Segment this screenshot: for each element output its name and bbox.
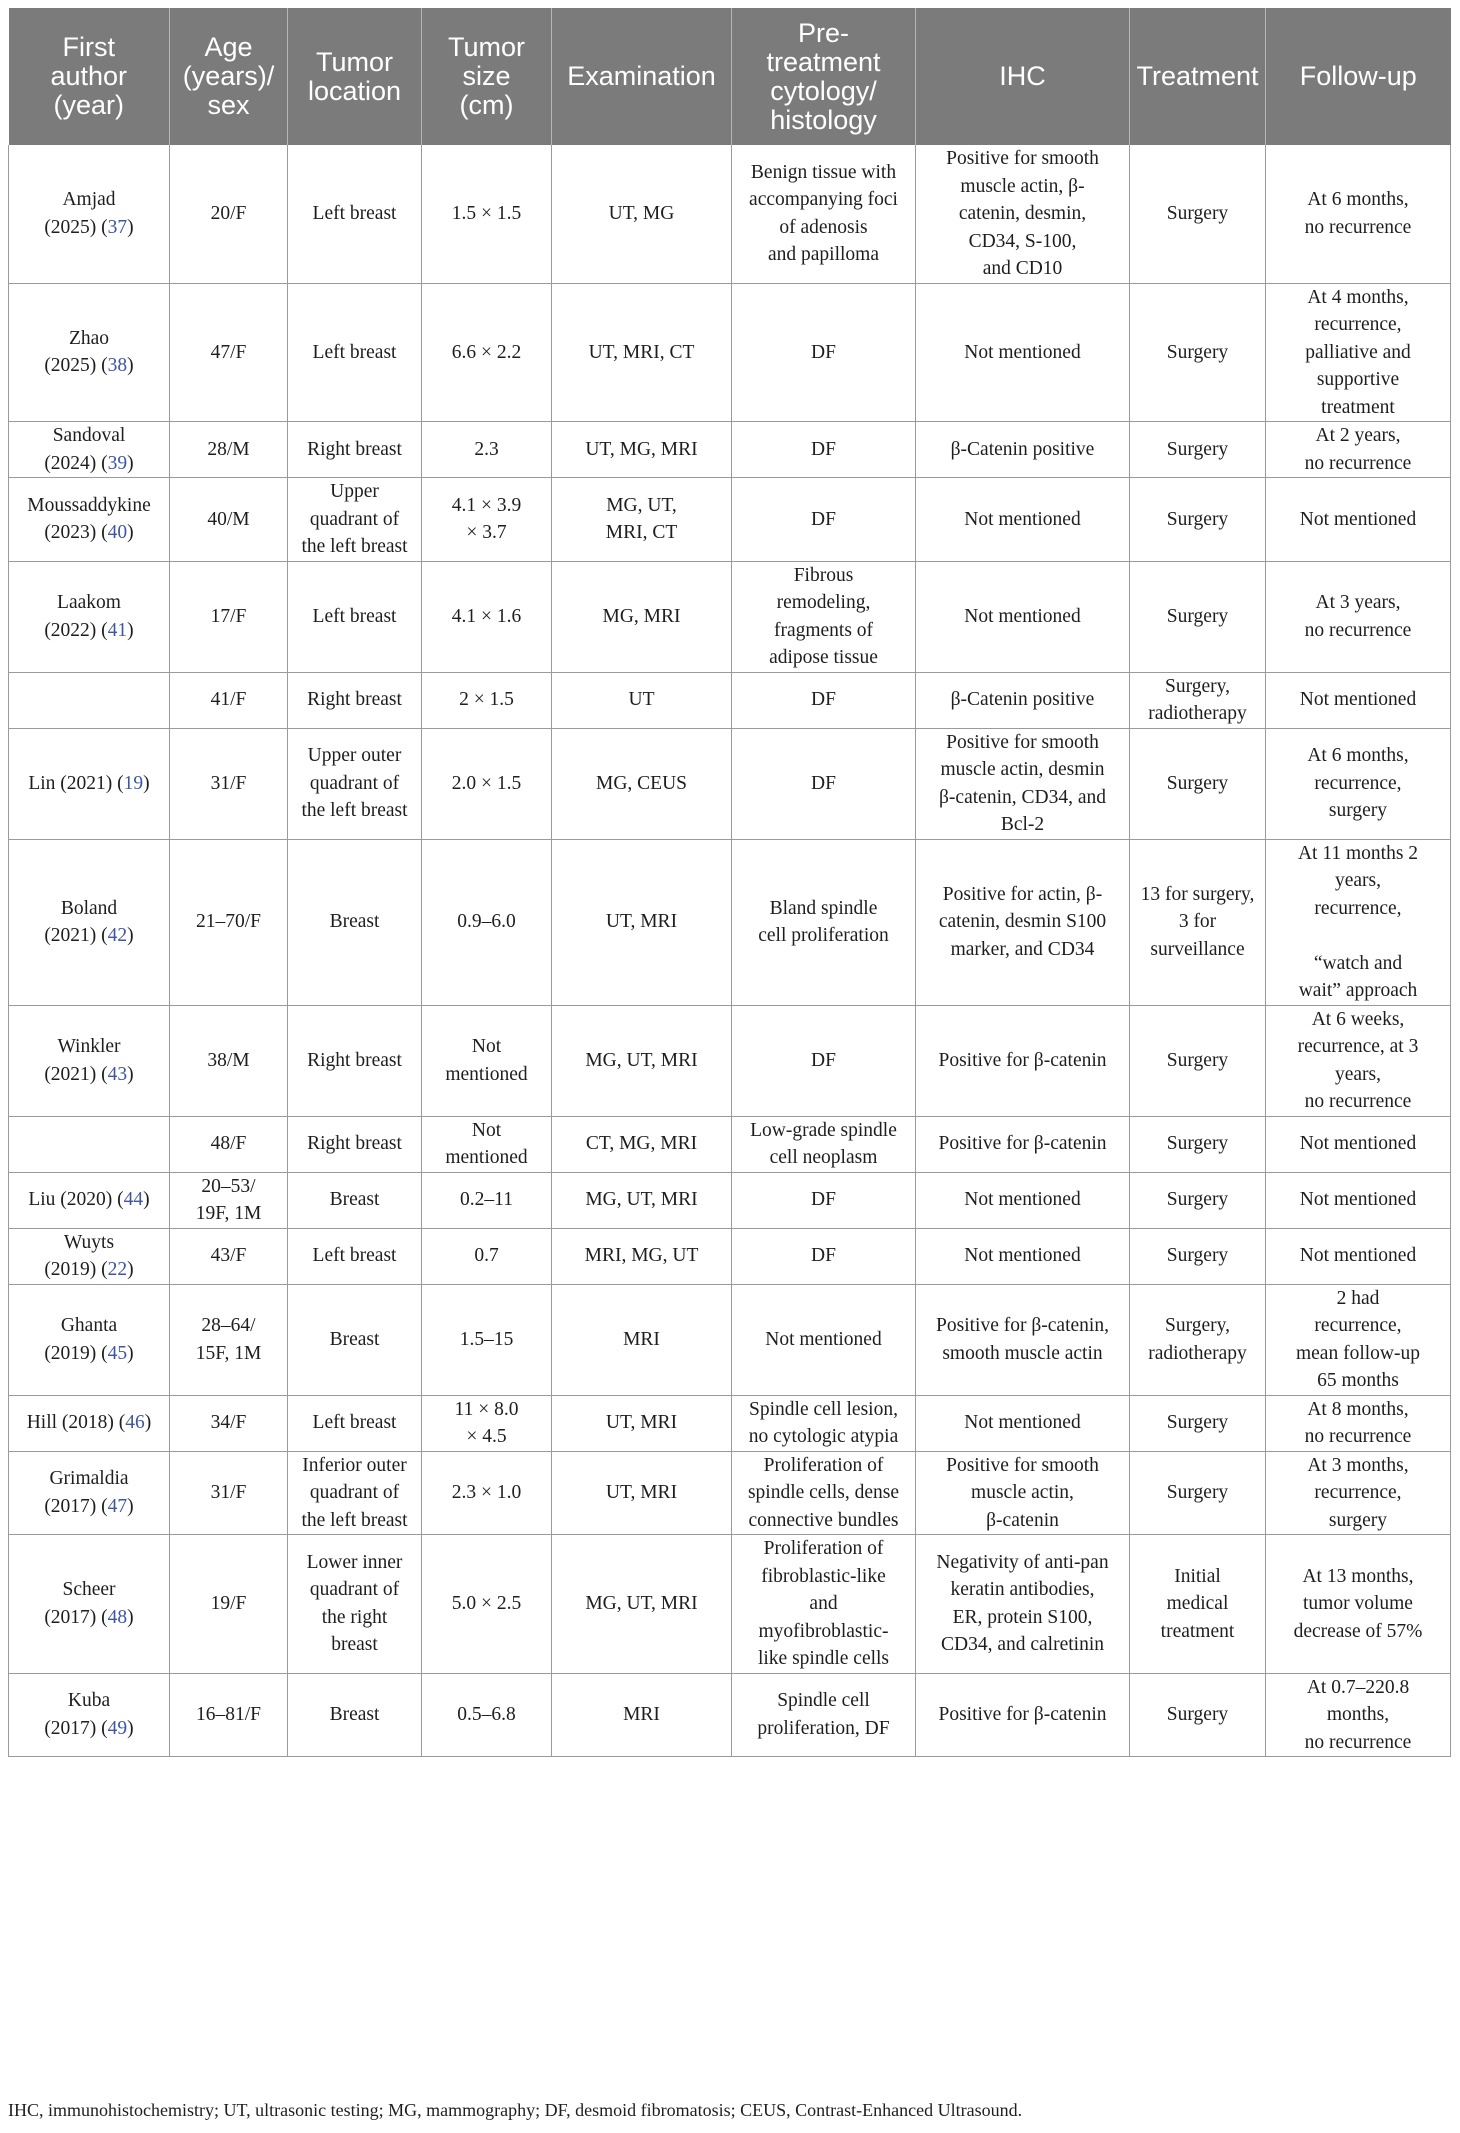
followup-cell: At 3 years, no recurrence <box>1266 561 1451 672</box>
table-row <box>9 145 1451 283</box>
ihc-cell: Negativity of anti-pan keratin antibodies, ER, protein S100, CD34, and calretinin <box>916 1535 1130 1674</box>
examination-cell: UT, MRI <box>552 1451 732 1535</box>
reference-close-paren: ) <box>127 1717 134 1739</box>
author-cell <box>9 839 170 1005</box>
cytology-cell: Proliferation of fibroblastic-like and myofibroblastic- like spindle cells <box>732 1535 916 1674</box>
reference-close-paren: ) <box>143 1189 150 1211</box>
cytology-cell: Proliferation of spindle cells, dense connective bundles <box>732 1451 916 1535</box>
ihc-cell: Positive for smooth muscle actin, β-catenin <box>916 1451 1130 1535</box>
size-cell: 4.1 × 3.9 × 3.7 <box>422 478 552 562</box>
author-text: Grimaldia (2017) ( <box>44 1468 129 1517</box>
examination-cell: MG, UT, MRI <box>552 1005 732 1116</box>
treatment-cell: Surgery <box>1130 1172 1266 1228</box>
cytology-cell: DF <box>732 422 916 478</box>
header-cytology: Pre- treatment cytology/ histology <box>732 8 916 145</box>
reference-link[interactable]: 22 <box>107 1259 128 1280</box>
table-footnote: IHC, immunohistochemistry; UT, ultrasonic testing; MG, mammography; DF, desmoid fibromatosis; CEUS, Contrast-Enhanced Ultrasound. <box>8 2100 1023 2120</box>
location-cell: Right breast <box>288 422 422 478</box>
age-cell: 28/M <box>170 422 288 478</box>
author-text: Boland (2021) ( <box>44 897 118 946</box>
age-cell: 17/F <box>170 561 288 672</box>
location-cell: Left breast <box>288 1395 422 1451</box>
age-cell: 16–81/F <box>170 1673 288 1757</box>
table-row <box>9 728 1451 839</box>
cytology-cell: Spindle cell proliferation, DF <box>732 1673 916 1757</box>
table-row <box>9 478 1451 562</box>
location-cell: Left breast <box>288 283 422 422</box>
ihc-cell: Not mentioned <box>916 283 1130 422</box>
author-cell <box>9 1172 170 1228</box>
header-location: Tumor location <box>288 8 422 145</box>
followup-cell: At 6 months, recurrence, surgery <box>1266 728 1451 839</box>
examination-cell: MG, UT, MRI <box>552 1535 732 1674</box>
age-cell: 19/F <box>170 1535 288 1674</box>
table-row <box>9 1395 1451 1451</box>
size-cell: 2.3 <box>422 422 552 478</box>
followup-cell: Not mentioned <box>1266 1172 1451 1228</box>
reference-link[interactable]: 48 <box>107 1606 128 1628</box>
treatment-cell: Surgery <box>1130 283 1266 422</box>
examination-cell: MG, CEUS <box>552 728 732 839</box>
author-text: Winkler (2021) ( <box>44 1036 121 1085</box>
ihc-cell: Not mentioned <box>916 1172 1130 1228</box>
author-cell <box>9 728 170 839</box>
author-cell <box>9 1673 170 1757</box>
age-cell: 28–64/ 15F, 1M <box>170 1284 288 1395</box>
followup-cell: At 11 months 2 years, recurrence, “watch and wait” approach <box>1266 839 1451 1005</box>
reference-close-paren: ) <box>127 216 134 238</box>
ihc-cell: β-Catenin positive <box>916 422 1130 478</box>
age-cell: 31/F <box>170 728 288 839</box>
age-cell: 47/F <box>170 283 288 422</box>
followup-cell: Not mentioned <box>1266 672 1451 728</box>
location-cell: Breast <box>288 839 422 1005</box>
table-row <box>9 1673 1451 1757</box>
cytology-cell: DF <box>732 478 916 562</box>
size-cell: 4.1 × 1.6 <box>422 561 552 672</box>
table-container <box>8 8 1450 1757</box>
reference-close-paren: ) <box>143 772 150 794</box>
treatment-cell: Surgery, radiotherapy <box>1130 672 1266 728</box>
age-cell: 34/F <box>170 1395 288 1451</box>
size-cell: Not mentioned <box>422 1005 552 1116</box>
case-table <box>8 8 1451 1757</box>
table-row <box>9 1116 1451 1172</box>
reference-close-paren: ) <box>127 452 134 474</box>
ihc-cell: Positive for β-catenin <box>916 1005 1130 1116</box>
location-cell: Upper outer quadrant of the left breast <box>288 728 422 839</box>
location-cell: Right breast <box>288 672 422 728</box>
age-cell: 48/F <box>170 1116 288 1172</box>
age-cell: 40/M <box>170 478 288 562</box>
cytology-cell: Fibrous remodeling, fragments of adipose tissue <box>732 561 916 672</box>
followup-cell: At 6 months, no recurrence <box>1266 145 1451 283</box>
examination-cell: MRI <box>552 1284 732 1395</box>
reference-link[interactable]: 44 <box>123 1189 144 1211</box>
cytology-cell: Spindle cell lesion, no cytologic atypia <box>732 1395 916 1451</box>
location-cell: Breast <box>288 1673 422 1757</box>
reference-link[interactable]: 41 <box>107 619 128 641</box>
examination-cell: MRI, MG, UT <box>552 1228 732 1284</box>
author-cell <box>9 283 170 422</box>
examination-cell: CT, MG, MRI <box>552 1116 732 1172</box>
reference-link[interactable]: 39 <box>107 452 128 474</box>
treatment-cell: Surgery <box>1130 1395 1266 1451</box>
author-text: Ghanta (2019) ( <box>44 1315 118 1364</box>
reference-link[interactable]: 38 <box>107 355 128 377</box>
header-treatment: Treatment <box>1130 8 1266 145</box>
location-cell: Breast <box>288 1172 422 1228</box>
reference-close-paren: ) <box>127 355 134 377</box>
cytology-cell: Low-grade spindle cell neoplasm <box>732 1116 916 1172</box>
followup-cell: At 13 months, tumor volume decrease of 57% <box>1266 1535 1451 1674</box>
table-row <box>9 422 1451 478</box>
size-cell: 0.2–11 <box>422 1172 552 1228</box>
table-row <box>9 1172 1451 1228</box>
author-cell <box>9 478 170 562</box>
age-cell: 41/F <box>170 672 288 728</box>
cytology-cell: DF <box>732 728 916 839</box>
size-cell: 0.9–6.0 <box>422 839 552 1005</box>
cytology-cell: DF <box>732 1172 916 1228</box>
followup-cell: At 8 months, no recurrence <box>1266 1395 1451 1451</box>
table-row <box>9 672 1451 728</box>
followup-cell: At 4 months, recurrence, palliative and supportive treatment <box>1266 283 1451 422</box>
ihc-cell: Positive for β-catenin <box>916 1673 1130 1757</box>
ihc-cell: Not mentioned <box>916 1228 1130 1284</box>
ihc-cell: Positive for β-catenin, smooth muscle actin <box>916 1284 1130 1395</box>
ihc-cell: Positive for β-catenin <box>916 1116 1130 1172</box>
examination-cell: MG, UT, MRI, CT <box>552 478 732 562</box>
followup-cell: Not mentioned <box>1266 478 1451 562</box>
treatment-cell: Surgery <box>1130 1451 1266 1535</box>
followup-cell: Not mentioned <box>1266 1228 1451 1284</box>
followup-cell: At 0.7–220.8 months, no recurrence <box>1266 1673 1451 1757</box>
age-cell: 43/F <box>170 1228 288 1284</box>
ihc-cell: Positive for smooth muscle actin, β- catenin, desmin, CD34, S-100, and CD10 <box>916 145 1130 283</box>
reference-close-paren: ) <box>127 925 134 946</box>
location-cell: Left breast <box>288 1228 422 1284</box>
author-text: Lin (2021) ( <box>28 772 124 794</box>
author-text: Amjad (2025) ( <box>44 189 116 238</box>
author-text: Liu (2020) ( <box>28 1189 124 1211</box>
treatment-cell: Surgery <box>1130 728 1266 839</box>
author-cell <box>9 1005 170 1116</box>
size-cell: 2 × 1.5 <box>422 672 552 728</box>
size-cell: 5.0 × 2.5 <box>422 1535 552 1674</box>
reference-link[interactable]: 45 <box>107 1342 128 1364</box>
size-cell: Not mentioned <box>422 1116 552 1172</box>
examination-cell: UT, MRI, CT <box>552 283 732 422</box>
treatment-cell: Surgery <box>1130 145 1266 283</box>
header-row <box>9 8 1451 145</box>
reference-link[interactable]: 49 <box>107 1717 128 1739</box>
author-cell <box>9 672 170 728</box>
examination-cell: MG, UT, MRI <box>552 1172 732 1228</box>
reference-link[interactable]: 47 <box>107 1495 128 1517</box>
table-row <box>9 1451 1451 1535</box>
ihc-cell: Positive for actin, β- catenin, desmin S100 marker, and CD34 <box>916 839 1130 1005</box>
header-author: First author (year) <box>9 8 170 145</box>
header-examination: Examination <box>552 8 732 145</box>
cytology-cell: Not mentioned <box>732 1284 916 1395</box>
reference-close-paren: ) <box>144 1412 152 1434</box>
location-cell: Upper quadrant of the left breast <box>288 478 422 562</box>
header-size: Tumor size (cm) <box>422 8 552 145</box>
age-cell: 20–53/ 19F, 1M <box>170 1172 288 1228</box>
examination-cell: MG, MRI <box>552 561 732 672</box>
size-cell: 11 × 8.0 × 4.5 <box>422 1395 552 1451</box>
treatment-cell: Surgery <box>1130 1116 1266 1172</box>
reference-close-paren: ) <box>127 1259 134 1280</box>
treatment-cell: Surgery <box>1130 422 1266 478</box>
ihc-cell: β-Catenin positive <box>916 672 1130 728</box>
cytology-cell: DF <box>732 1228 916 1284</box>
location-cell: Right breast <box>288 1005 422 1116</box>
cytology-cell: DF <box>732 672 916 728</box>
reference-link[interactable]: 40 <box>107 522 128 544</box>
author-cell <box>9 1284 170 1395</box>
author-cell <box>9 145 170 283</box>
location-cell: Right breast <box>288 1116 422 1172</box>
location-cell: Left breast <box>288 561 422 672</box>
followup-cell: At 6 weeks, recurrence, at 3 years, no recurrence <box>1266 1005 1451 1116</box>
author-text: Hill (2018) ( <box>26 1412 126 1434</box>
size-cell: 6.6 × 2.2 <box>422 283 552 422</box>
reference-link[interactable]: 19 <box>123 772 144 794</box>
age-cell: 31/F <box>170 1451 288 1535</box>
author-text: Wuyts (2019) ( <box>44 1231 115 1280</box>
cytology-cell: Benign tissue with accompanying foci of adenosis and papilloma <box>732 145 916 283</box>
size-cell: 0.7 <box>422 1228 552 1284</box>
size-cell: 1.5 × 1.5 <box>422 145 552 283</box>
location-cell: Left breast <box>288 145 422 283</box>
reference-link[interactable]: 46 <box>125 1412 145 1434</box>
examination-cell: UT <box>552 672 732 728</box>
age-cell: 20/F <box>170 145 288 283</box>
examination-cell: UT, MRI <box>552 839 732 1005</box>
cytology-cell: Bland spindle cell proliferation <box>732 839 916 1005</box>
reference-link[interactable]: 43 <box>107 1063 128 1085</box>
author-cell <box>9 1451 170 1535</box>
location-cell: Lower inner quadrant of the right breast <box>288 1535 422 1674</box>
table-row <box>9 561 1451 672</box>
reference-link[interactable]: 37 <box>107 216 128 238</box>
author-text: Kuba (2017) ( <box>44 1690 111 1739</box>
author-text: Zhao (2025) ( <box>44 327 110 377</box>
treatment-cell: Surgery, radiotherapy <box>1130 1284 1266 1395</box>
ihc-cell: Not mentioned <box>916 561 1130 672</box>
author-cell <box>9 1395 170 1451</box>
followup-cell: At 3 months, recurrence, surgery <box>1266 1451 1451 1535</box>
followup-cell: At 2 years, no recurrence <box>1266 422 1451 478</box>
author-text: Laakom (2022) ( <box>44 592 121 641</box>
table-row <box>9 839 1451 1005</box>
treatment-cell: Surgery <box>1130 1673 1266 1757</box>
size-cell: 2.3 × 1.0 <box>422 1451 552 1535</box>
author-cell <box>9 422 170 478</box>
treatment-cell: 13 for surgery, 3 for surveillance <box>1130 839 1266 1005</box>
cytology-cell: DF <box>732 1005 916 1116</box>
author-text: Moussaddykine (2023) ( <box>27 494 151 544</box>
header-ihc: IHC <box>916 8 1130 145</box>
size-cell: 1.5–15 <box>422 1284 552 1395</box>
treatment-cell: Surgery <box>1130 478 1266 562</box>
followup-cell: 2 had recurrence, mean follow-up 65 months <box>1266 1284 1451 1395</box>
examination-cell: UT, MRI <box>552 1395 732 1451</box>
ihc-cell: Not mentioned <box>916 1395 1130 1451</box>
age-cell: 21–70/F <box>170 839 288 1005</box>
ihc-cell: Positive for smooth muscle actin, desmin β-catenin, CD34, and Bcl-2 <box>916 728 1130 839</box>
examination-cell: UT, MG <box>552 145 732 283</box>
author-cell <box>9 1535 170 1674</box>
treatment-cell: Surgery <box>1130 561 1266 672</box>
size-cell: 2.0 × 1.5 <box>422 728 552 839</box>
ihc-cell: Not mentioned <box>916 478 1130 562</box>
table-row <box>9 1005 1451 1116</box>
followup-cell: Not mentioned <box>1266 1116 1451 1172</box>
treatment-cell: Initial medical treatment <box>1130 1535 1266 1674</box>
author-cell <box>9 561 170 672</box>
table-row <box>9 283 1451 422</box>
author-cell <box>9 1116 170 1172</box>
examination-cell: MRI <box>552 1673 732 1757</box>
table-row <box>9 1228 1451 1284</box>
size-cell: 0.5–6.8 <box>422 1673 552 1757</box>
location-cell: Inferior outer quadrant of the left breast <box>288 1451 422 1535</box>
reference-close-paren: ) <box>127 1606 134 1628</box>
table-row <box>9 1535 1451 1674</box>
reference-close-paren: ) <box>127 1495 134 1517</box>
header-followup: Follow-up <box>1266 8 1451 145</box>
location-cell: Breast <box>288 1284 422 1395</box>
author-text: Scheer (2017) ( <box>44 1579 116 1628</box>
header-age: Age (years)/ sex <box>170 8 288 145</box>
table-row <box>9 1284 1451 1395</box>
reference-close-paren: ) <box>127 1063 134 1085</box>
treatment-cell: Surgery <box>1130 1228 1266 1284</box>
examination-cell: UT, MG, MRI <box>552 422 732 478</box>
author-text: Sandoval (2024) ( <box>44 425 126 474</box>
author-cell <box>9 1228 170 1284</box>
reference-close-paren: ) <box>127 1342 134 1364</box>
reference-close-paren: ) <box>127 522 134 544</box>
cytology-cell: DF <box>732 283 916 422</box>
treatment-cell: Surgery <box>1130 1005 1266 1116</box>
reference-close-paren: ) <box>127 619 134 641</box>
reference-link[interactable]: 42 <box>107 925 128 946</box>
age-cell: 38/M <box>170 1005 288 1116</box>
